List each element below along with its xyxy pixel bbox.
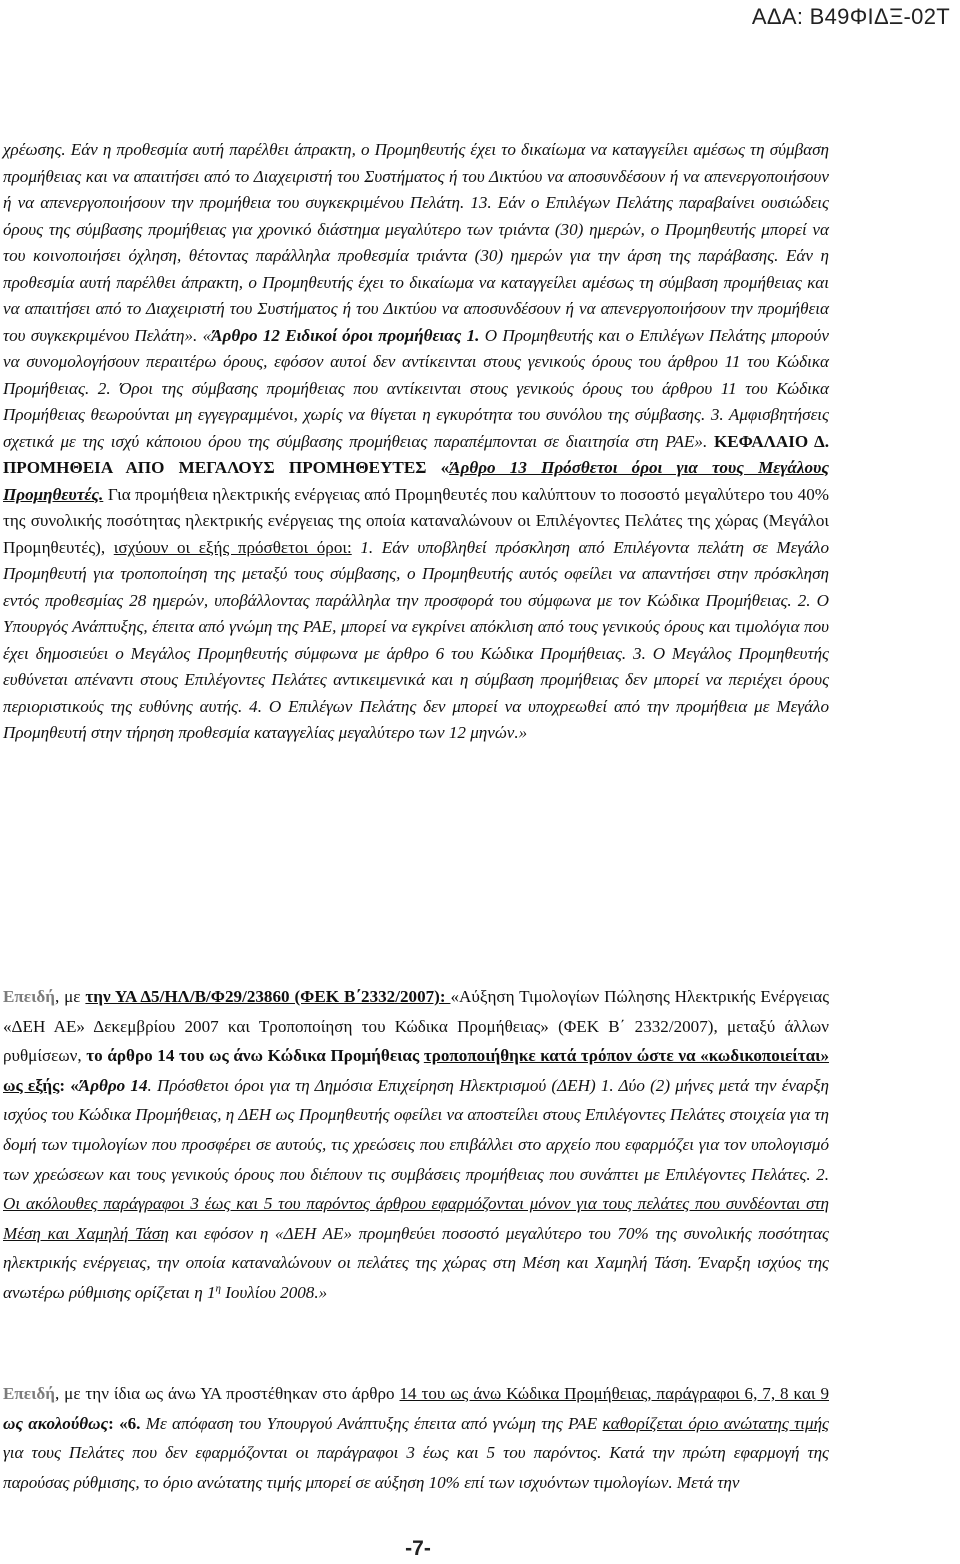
page-number: -7- — [405, 1537, 431, 1560]
decision-reference: την ΥΑ Δ5/ΗΛ/Β/Φ29/23860 (ΦΕΚ Β΄2332/2007): — [85, 987, 451, 1006]
chapter-d-heading: ΚΕΦΑΛΑΙΟ Δ. ΠΡΟΜΗΘΕΙΑ ΑΠΟ ΜΕΓΑΛΟΥΣ ΠΡΟΜΗΘΕΥΤΕΣ « — [3, 431, 829, 477]
text-run-italic-underlined: καθορίζεται όριο ανώτατης τιμής — [602, 1413, 829, 1433]
text-run: Για προμήθεια ηλεκτρικής ενέργειας από Προμηθευτές που καλύπτουν το ποσοστό μεγαλύτερο του 40% της συνολικής ποσότητας ηλεκτρικής ενέργειας της οποία καταναλώνουν οι Επιλέγοντες Πελάτες της χώρας (Μεγάλοι Προμηθευτές), — [3, 484, 829, 557]
text-run-italic: για τους Πελάτες που δεν εφαρμόζονται οι παράγραφοι 3 έως και 5 του παρόντος. Κατά την πρώτη εφαρμογή της παρούσας ρύθμισης, το όριο ανώτατης τιμής μπορεί σε αύξηση 10% επί των ισχυόντων τιμολογίων. Μετά την — [3, 1443, 829, 1492]
text-run-italic: Με απόφαση του Υπουργού Ανάπτυξης έπειτα από γνώμη της ΡΑΕ — [140, 1413, 603, 1433]
text-run-italic: και εφόσον η «ΔΕΗ ΑΕ» προμηθεύει ποσοστό μεγαλύτερο του 70% της συνολικής ποσότητας ηλεκτρικής ενέργειας, την οποία καταναλώνουν οι πελάτες της χώρας στη Μέση και Χαμηλή Τάση. Έναρξη ισχύος της ανωτέρω ρύθμισης ορίζεται η 1 — [3, 1223, 829, 1302]
text-run-bold: : « — [59, 1075, 79, 1095]
text-run-italic: . Πρόσθετοι όροι για τη Δημόσια Επιχείρηση Ηλεκτρισμού (ΔΕΗ) 1. Δύο (2) μήνες μετά την έναρξη ισχύος του Κώδικα Προμήθειας, η ΔΕΗ ως Προμηθευτής οφείλει να αποστείλει στους Επιλέγοντες Πελάτες στοιχεία για τη δομή των τιμολογίων που προσφέρει σε αυτούς, τις χρεώσεις που επιβάλλει στο αρχείο που εφαρμόζει για τον υπολογισμό των χρεώσεων και τους γενικούς όρους που διέπουν τις συμβάσεις προμήθειας που συνάπτει με Επιλέγοντες Πελάτες. 2. — [3, 1075, 829, 1184]
paragraph-article-quote — [3, 137, 829, 747]
text-run-bold: το άρθρο 14 του ως άνω Κώδικα Προμήθειας — [86, 1046, 424, 1066]
text-run: Εάν η προθεσμία αυτή παρέλθει άπρακτη, ο Προμηθευτής έχει το δικαίωμα να καταγγείλει αμέσως τη σύμβαση προμήθειας και να απαιτήσει από το Διαχειριστή του Συστήματος ή του Δικτύου να αποσυνδέσουν ή να απενεργοποιήσουν την προμήθεια του συγκεκριμένου Πελάτη». « — [3, 246, 829, 345]
text-run: «Αύξηση Τιμολογίων Πώλησης Ηλεκτρικής Ενέργειας «ΔΕΗ ΑΕ» Δεκεμβρίου 2007 και Τροποποίηση του Κώδικα Προμήθειας» (ΦΕΚ Β΄ 2332/2007), μεταξύ άλλων ρυθμίσεων, — [3, 987, 829, 1066]
text-run-italic: Ιουλίου 2008.» — [220, 1282, 328, 1302]
text-run: χρέωσης. Εάν η προθεσμία αυτή παρέλθει άπρακτη, ο Προμηθευτής έχει το δικαίωμα να καταγγείλει αμέσως τη σύμβαση προμήθειας και να απαιτήσει από το Διαχειριστή του Συστήματος ή του Δικτύου να αποσυνδέσουν ή να απενεργοποιήσουν ή να απενεργοποιήσουν την προμήθεια του συγκεκριμένου Πελάτη. 13. Εάν ο Επιλέγων Πελάτης παραβαίνει ουσιώδεις όρους της σύμβασης προμήθειας για χρονικό διάστημα μεγαλύτερο των τριάντα (30) ημερών, ο Προμηθευτής μπορεί να του κοινοποιήσει όχληση, θέτοντας παράλληλα προθεσμία τριάντα (30) ημερών για την άρση της παράβασης. — [3, 140, 829, 265]
text-run: Ο Προμηθευτής και ο Επιλέγων Πελάτης μπορούν να συνομολογήσουν περαιτέρω όρους, εφόσον αυτοί δεν αντίκεινται στους γενικούς όρους του άρθρου 11 του Κώδικα Προμήθειας. 2. Όροι της σύμβασης προμήθειας που αντίκεινται στους γενικούς όρους του άρθρου 11 του Κώδικα Προμήθειας θεωρούνται μη εγγεγραμμένοι, χωρίς να θίγεται η εγκυρότητα του συνόλου της σύμβασης. 3. Αμφισβητήσεις σχετικά με της ισχύ κάποιου όρου της σύμβασης προμήθειας παραπέμπονται σε διαιτησία στη ΡΑΕ». — [3, 325, 829, 451]
text-run-bold: : «6. — [108, 1413, 141, 1433]
text-run-italic-underlined: Οι ακόλουθες παράγραφοι 3 έως και 5 του παρόντος άρθρου εφαρμόζονται μόνον για τους πελάτες που συνδέονται στη Μέση και Χαμηλή Τάση — [3, 1194, 829, 1243]
paragraph-epeidi-2 — [3, 1379, 829, 1497]
text-run-bold-italic: ως ακολούθως — [3, 1413, 109, 1433]
text-run: , με — [54, 987, 86, 1006]
ada-code: ΑΔΑ: Β49ΦΙΔΞ-02Τ — [751, 4, 950, 29]
paragraph-epeidi-1 — [3, 982, 829, 1308]
article-14-heading: Άρθρο 14 — [78, 1075, 148, 1095]
text-run: 1. Εάν υποβληθεί πρόσκληση από Επιλέγοντα πελάτη σε Μεγάλο Προμηθευτή για τροποποίηση της μεταξύ τους σύμβασης, ο Προμηθευτής αυτός οφείλει να απαντήσει στην πρόσκληση εντός προθεσμίας 28 ημερών, υποβάλλοντας παράλληλα την προσφορά του σύμφωνα με τον Κώδικα Προμήθειας. 2. Ο Υπουργός Ανάπτυξης, έπειτα από γνώμη της ΡΑΕ, μπορεί να εγκρίνει απόκλιση από τους γενικούς όρους και τιμολόγια που έχει δημοσιεύει ο Μεγάλος Προμηθευτής σύμφωνα με άρθρο 6 του Κώδικα Προμήθειας. 3. Ο Μεγάλος Προμηθευτής ευθύνεται απέναντι στους Επιλέγοντες Πελάτες αντικειμενικά και η σύμβαση προμήθειας δεν μπορεί να περιέχει όρους περιοριστικούς της ευθύνης αυτής. 4. Ο Επιλέγων Πελάτης δεν μπορεί να υποχρεωθεί από την προμήθεια με Μεγάλο Προμηθευτή στην τήρηση προθεσμία καταγγελίας μεγαλύτερο των 12 μηνών.» — [3, 537, 829, 742]
text-run: , με την ίδια ως άνω ΥΑ προστέθηκαν στο άρθρο — [54, 1384, 400, 1403]
superscript: η — [215, 1282, 221, 1295]
epeidi-label: Επειδή — [3, 1384, 55, 1403]
article-13-heading: Άρθρο 13 Πρόσθετοι όροι για τους Μεγάλους Προμηθευτές. — [3, 458, 829, 504]
text-run-underlined: 14 του ως άνω Κώδικα Προμήθειας, παράγραφοι 6, 7, 8 και 9 — [399, 1384, 830, 1403]
article-12-heading: Άρθρο 12 Ειδικοί όροι προμήθειας 1. — [211, 325, 480, 345]
epeidi-label: Επειδή — [3, 987, 55, 1006]
text-run-bold-underlined: τροποποιήθηκε κατά τρόπον ώστε να «κωδικοποιείται» ως εξής — [3, 1046, 829, 1095]
text-run-underlined: ισχύουν οι εξής πρόσθετοι όροι: — [113, 537, 352, 557]
